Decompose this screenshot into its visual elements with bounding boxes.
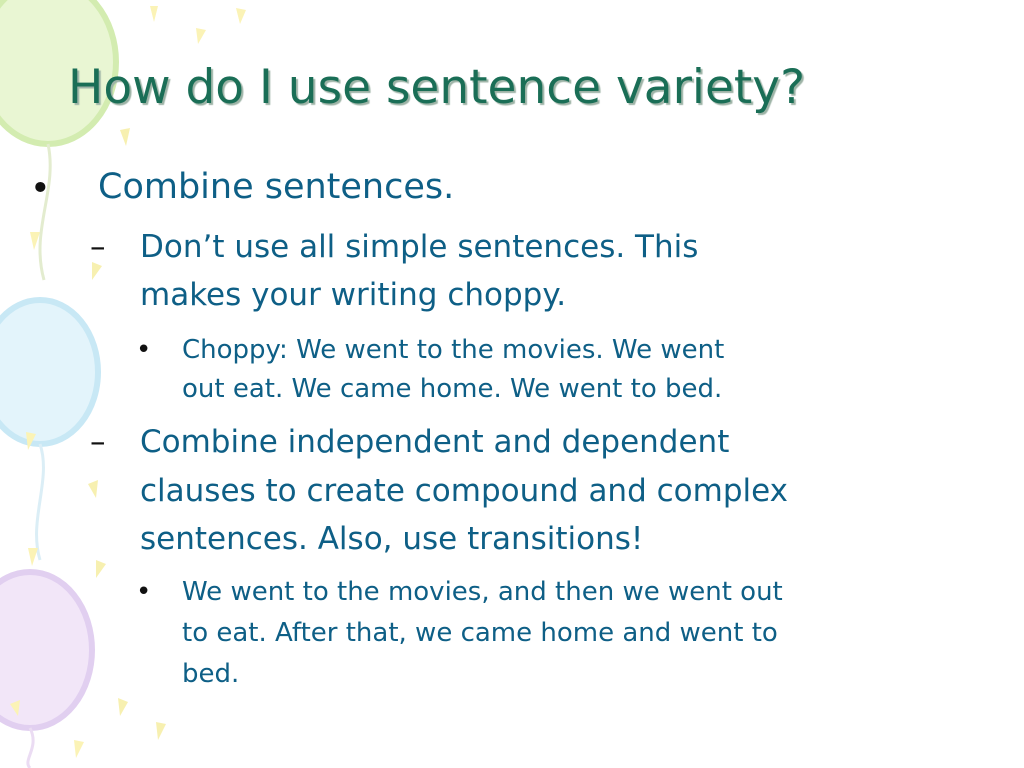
dash-marker: – [90,424,106,460]
example-line: We went to the movies, and then we went out [182,577,783,607]
balloon-string-icon [37,444,44,560]
bullet-marker: • [30,169,51,209]
balloon-string-icon [28,728,33,768]
bullet-combine-sentences: Combine sentences. [98,167,455,207]
sub-item-line: Combine independent and dependent [140,424,730,460]
example-line: bed. [182,659,240,689]
sub-item-line: makes your writing choppy. [140,277,567,313]
example-line: out eat. We came home. We went to bed. [182,374,723,404]
slide-title: How do I use sentence variety? [68,60,806,115]
dash-marker: – [90,229,106,265]
example-line: Choppy: We went to the movies. We went [182,335,725,365]
example-line: to eat. After that, we came home and went to [182,618,778,648]
sub-item-line: sentences. Also, use transitions! [140,521,644,557]
balloon-string-icon [40,144,50,280]
example-bullet-marker: • [136,577,152,607]
sub-item-line: clauses to create compound and complex [140,473,788,509]
sub-item-line: Don’t use all simple sentences. This [140,229,699,265]
example-bullet-marker: • [136,335,152,365]
blue-balloon-icon [0,300,98,444]
